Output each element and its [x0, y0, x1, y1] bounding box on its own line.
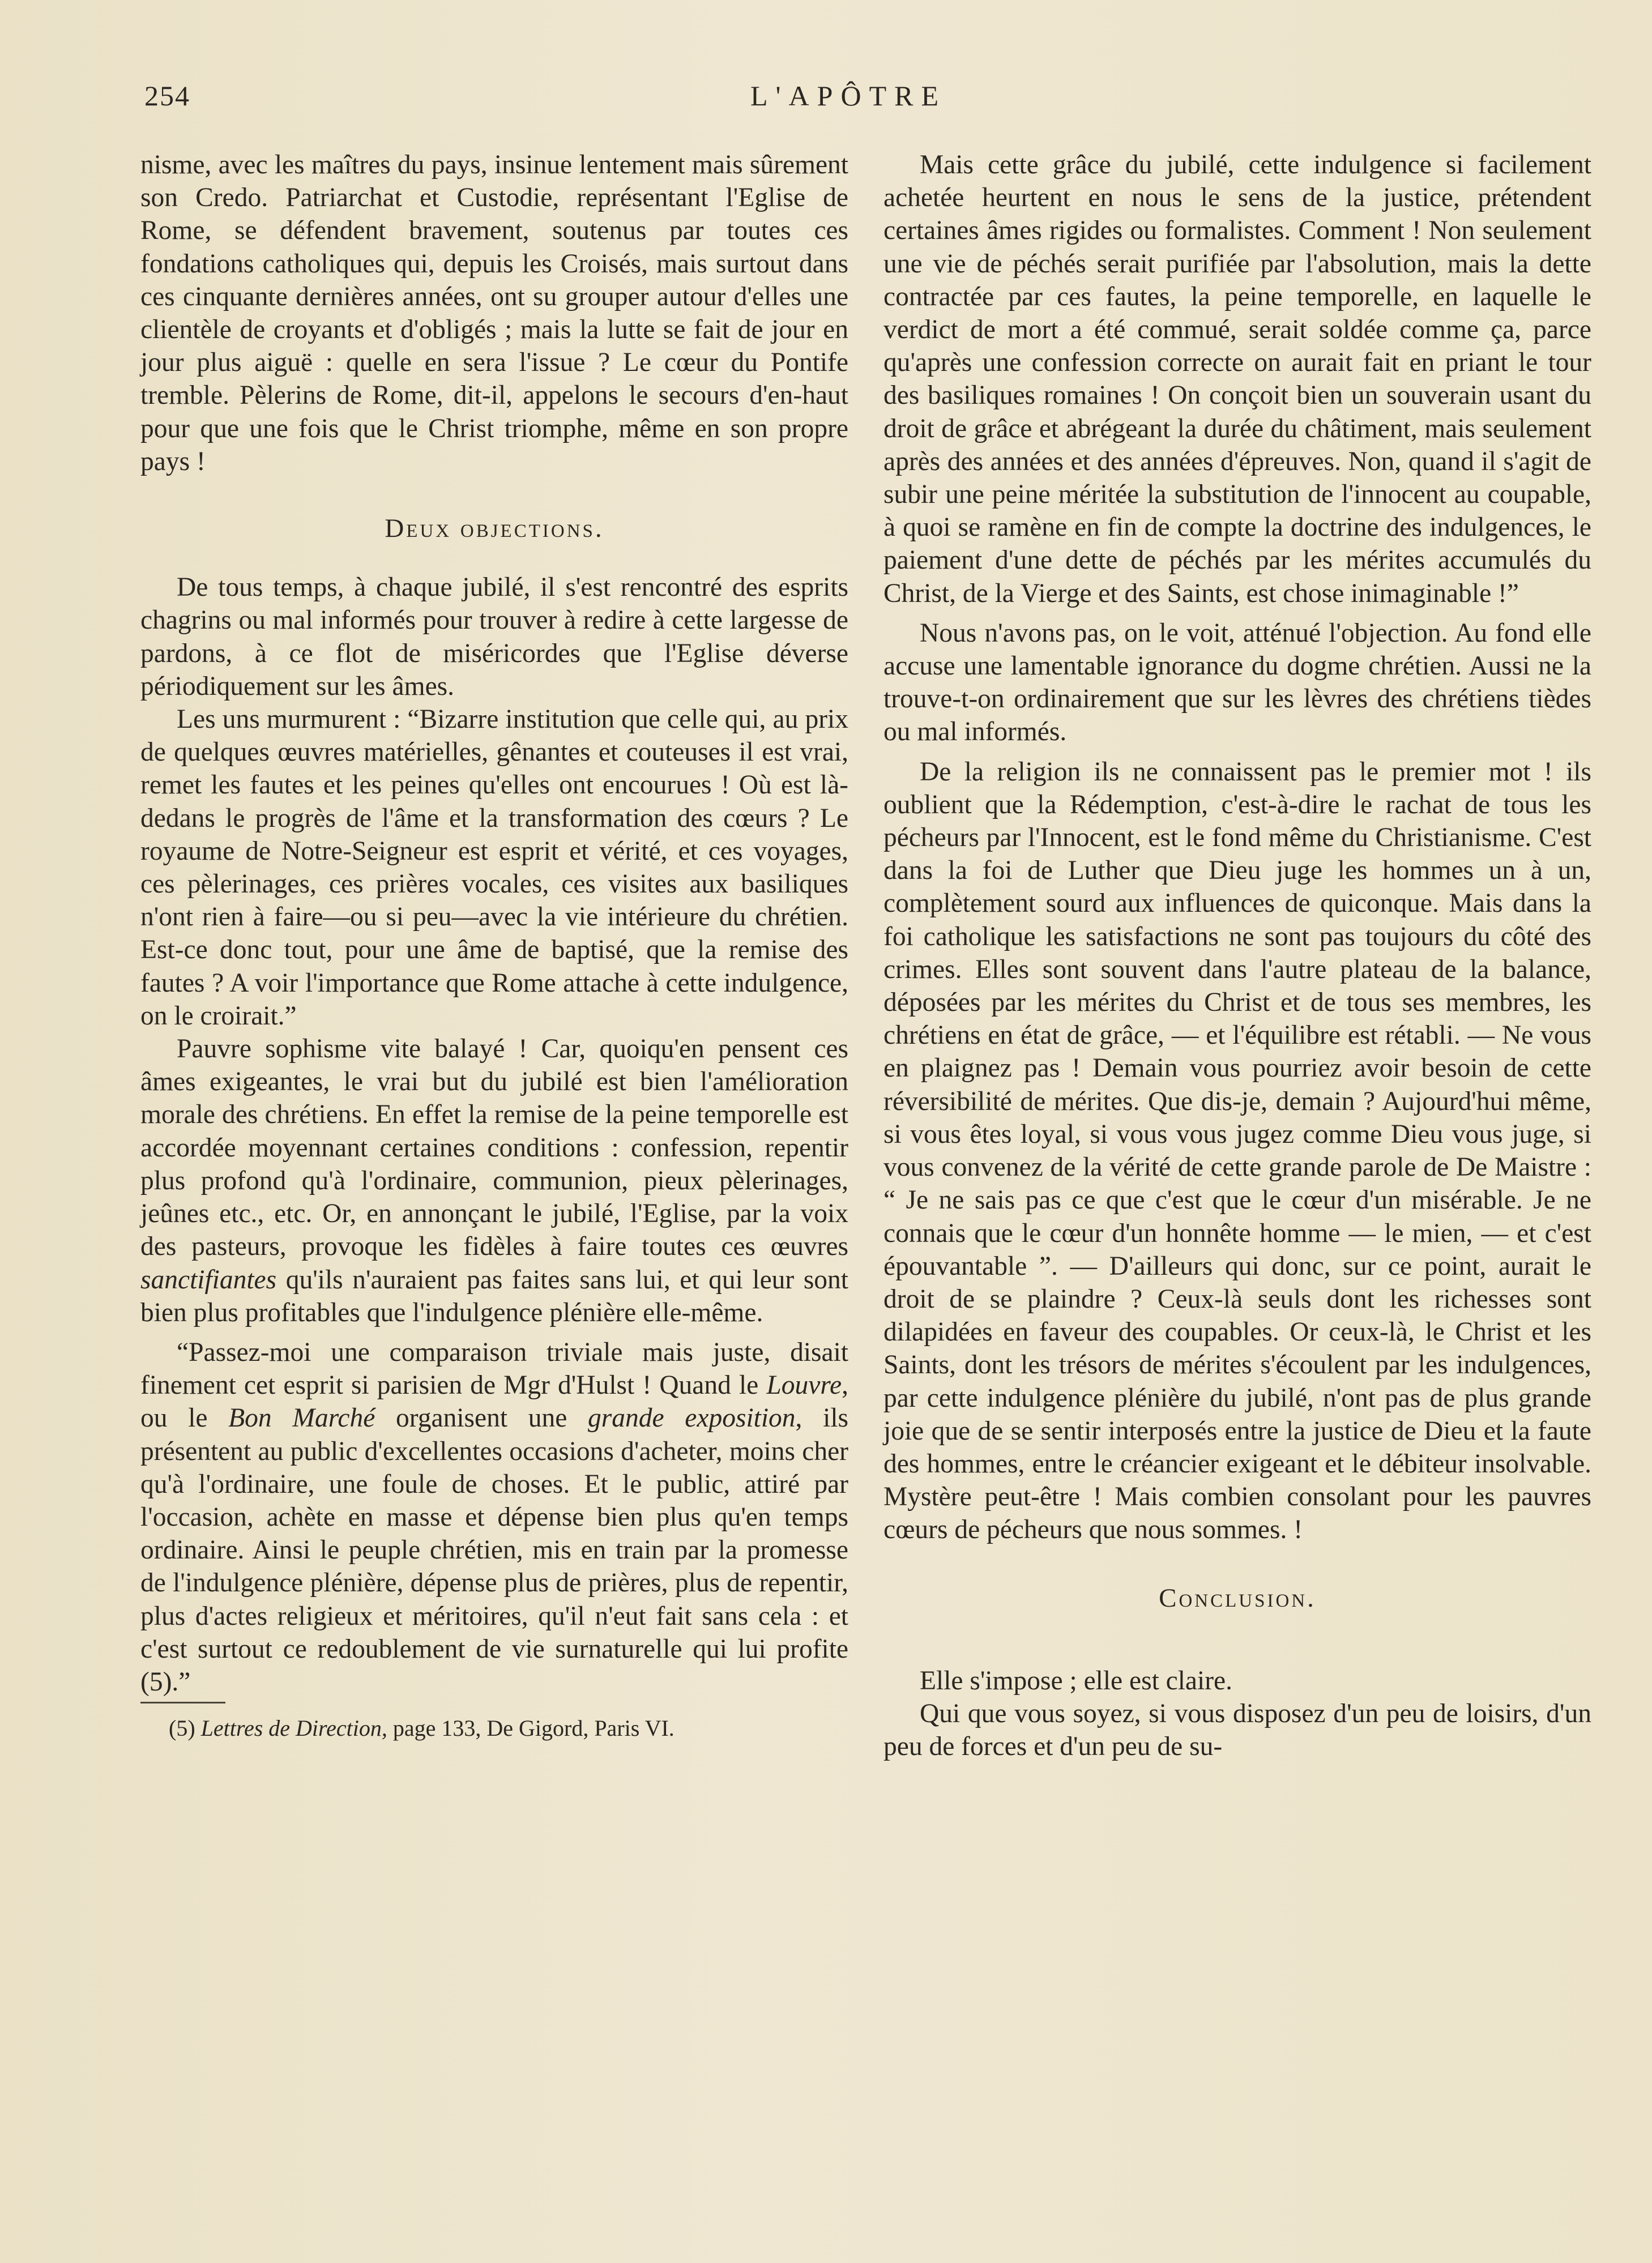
text-run: organisent une [375, 1403, 588, 1433]
footnote-rule [140, 1702, 225, 1703]
footnote [140, 1714, 848, 1743]
paragraph: De tous temps, à chaque jubilé, il s'est rencontré des esprits chagrins ou mal informés pour trouver à redire à cette largesse de pardons, à ce flot de miséricordes que l'Eglise déverse périodiquement sur les âmes. [140, 573, 848, 701]
paragraph: Les uns murmurent : “Bizarre institution que celle qui, au prix de quelques œuvres matérielles, gênantes et couteuses il est vrai, remet les fautes et les peines qu'elles ont encourues ! Où est là-dedans le progrès de l'âme et la transformation des cœurs ? Le royaume de Notre-Seigneur est esprit et vérité, et ces voyages, ces pèlerinages, ces prières vocales, ces visites aux basiliques n'ont rien à faire—ou si peu—avec la vie intérieure du chrétien. Est-ce donc tout, pour une âme de baptisé, que la remise des fautes ? A voir l'importance que Rome attache à cette indulgence, on le croirait.” [140, 704, 848, 1031]
paragraph [140, 1032, 848, 1329]
italic-text: sanctifiantes [140, 1265, 277, 1295]
paragraph: De la religion ils ne connaissent pas le premier mot ! ils oublient que la Rédemption, c'est-à-dire le rachat de tous les pécheurs par l'Innocent, est le fond même du Christianisme. C'est dans la foi de Luther que Dieu juge les hommes un à un, complètement sourd aux influences de quiconque. Mais dans la foi catholique les satisfactions ne sont pas toujours du côté des crimes. Elles sont souvent dans l'autre plateau de la balance, déposées par les mérites du Christ et de tous ses membres, les chrétiens en état de grâce, — et l'équilibre est rétabli. — Ne vous en plaignez pas ! Demain vous pourriez avoir besoin de cette réversibilité de mérites. Que dis-je, demain ? Aujourd'hui même, si vous êtes loyal, si vous vous jugez comme Dieu vous juge, si vous convenez de la vérité de cette grande parole de De Maistre : “ Je ne sais pas ce que c'est que le cœur d'un misérable. Je ne connais que le cœur d'un honnête homme — le mien, — et c'est épouvantable ”. — D'ailleurs qui donc, sur ce point, aurait le droit de se plaindre ? Ceux-là seuls dont les richesses sont dilapidées en faveur des coupables. Or ceux-là, le Christ et les Saints, dont les trésors de mérites s'écoulent par les indulgences, par cette indulgence plénière du jubilé, n'ont pas de plus grande joie que de se sentir interposés entre la justice de Dieu et la faute des hommes, entre le créancier exigeant et le débiteur insolvable. Mystère peut-être ! Mais combien consolant pour les pauvres cœurs de pécheurs que nous sommes. ! [883, 757, 1591, 1545]
footnote-marker: (5) [169, 1715, 201, 1741]
running-title: L'APÔTRE [750, 80, 947, 112]
paragraph: Mais cette grâce du jubilé, cette indulgence si facilement achetée heurtent en nous le sens de la justice, prétendent certaines âmes rigides ou formalistes. Comment ! Non seulement une vie de péchés serait purifiée par l'absolution, mais la dette contractée par ces fautes, la peine temporelle, en laquelle le verdict de mort a été commué, serait soldée comme ça, parce qu'après une confession correcte on aurait fait en priant le tour des basiliques romaines ! On conçoit bien un souverain usant du droit de grâce et abrégeant la durée du châtiment, mais seulement après des années et des années d'épreuves. Non, quand il s'agit de subir une peine méritée la substitution de l'innocent au coupable, à quoi se ramène en fin de compte la doctrine des indulgences, le paiement d'une dette de péchés par les mérites accumulés du Christ, de la Vierge et des Saints, est chose inimaginable !” [883, 150, 1591, 608]
text-run: , ou le [140, 1370, 848, 1433]
right-column [883, 148, 1591, 1763]
text-run: Pauvre sophisme vite balayé ! Car, quoiqu'en pensent ces âmes exigeantes, le vrai but du jubilé est bien l'amélioration morale des chrétiens. En effet la remise de la peine temporelle est accordée moyennant certaines conditions : confession, repentir plus profond qu'à l'ordinaire, communion, pieux pèlerinages, jeûnes etc., etc. Or, en annonçant le jubilé, l'Eglise, par la voix des pasteurs, provoque les fidèles à faire toutes ces œuvres [140, 1034, 848, 1262]
paragraph [140, 1336, 848, 1698]
page-header [144, 79, 1538, 125]
text-run: “Passez-moi une comparaison triviale mais juste, disait finement cet esprit si parisien de Mgr d'Hulst ! Quand le [140, 1337, 848, 1401]
section-heading-deux-objections: Deux objections. [385, 514, 604, 544]
italic-text: Bon Marché [228, 1403, 375, 1433]
paragraph: Qui que vous soyez, si vous disposez d'un peu de loisirs, d'un peu de forces et d'un peu de su- [883, 1698, 1591, 1762]
page-number: 254 [144, 80, 190, 112]
footnote-title: Lettres de Direction, [200, 1715, 387, 1741]
italic-text: grande exposition [588, 1403, 796, 1433]
left-column [140, 148, 848, 1743]
paragraph: Elle s'impose ; elle est claire. [920, 1666, 1232, 1696]
italic-text: Louvre [766, 1370, 842, 1401]
section-heading-conclusion: Conclusion. [1159, 1583, 1316, 1613]
paragraph: nisme, avec les maîtres du pays, insinue lentement mais sûrement son Credo. Patriarchat et Custodie, représentant l'Eglise de Rome, se défendent bravement, soutenus par toutes ces fondations catholiques qui, depuis les Croisés, mais surtout dans ces cinquante dernières années, ont su grouper autour d'elles une clientèle de croyants et d'obligés ; mais la lutte se fait de jour en jour plus aiguë : quelle en sera l'issue ? Le cœur du Pontife tremble. Pèlerins de Rome, dit-il, appelons le secours d'en-haut pour que une fois que le Christ triomphe, même en son propre pays ! [140, 150, 848, 476]
text-run: qu'ils n'auraient pas faites sans lui, et qui leur sont bien plus profitables que l'indulgence plénière elle-même. [140, 1265, 848, 1327]
paragraph: Nous n'avons pas, on le voit, atténué l'objection. Au fond elle accuse une lamentable ignorance du dogme chrétien. Aussi ne la trouve-t-on ordinairement que sur les lèvres des chrétiens tièdes ou mal informés. [883, 618, 1591, 747]
text-run: , ils présentent au public d'excellentes occasions d'acheter, moins cher qu'à l'ordinaire, une foule de choses. Et le public, attiré par l'occasion, achète en masse et dépense bien plus qu'en temps ordinaire. Ainsi le peuple chrétien, mis en train par la promesse de l'indulgence plénière, dépense plus de prières, plus de repentir, plus d'actes religieux et méritoires, qu'il n'eut fait sans cela : et c'est surtout ce redoublement de vie surnaturelle qui lui profite (5).” [140, 1403, 848, 1697]
footnote-reference: page 133, De Gigord, Paris VI. [387, 1715, 675, 1741]
